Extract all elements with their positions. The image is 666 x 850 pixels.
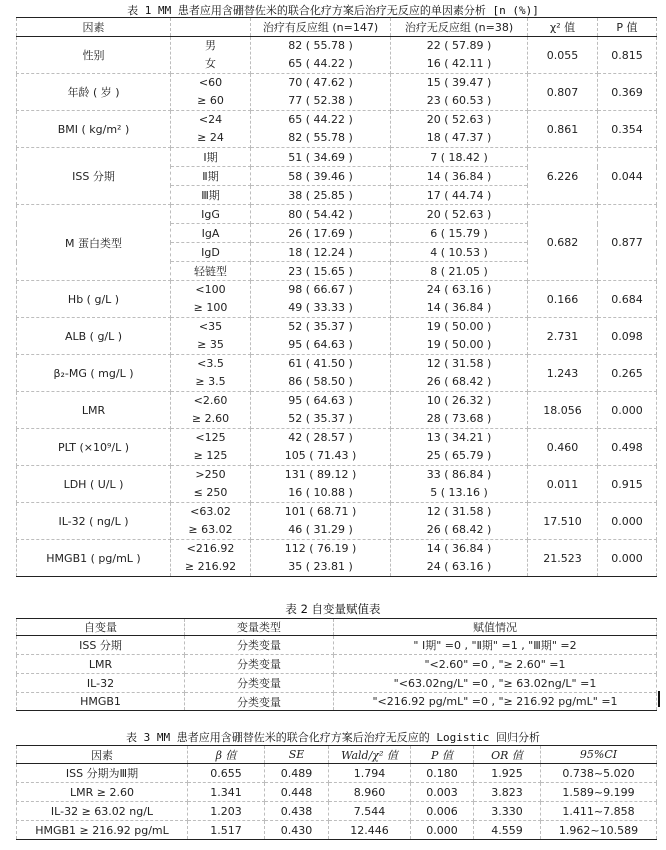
header-se: SE — [265, 746, 329, 764]
table-row — [17, 693, 657, 711]
nonresponsive-count: 8 ( 21.05 ) — [391, 262, 528, 281]
factor-level: ≥ 24 — [197, 131, 224, 144]
count-value: 19 ( 50.00 ) — [426, 338, 492, 351]
count-value: 24 ( 63.16 ) — [426, 283, 492, 296]
factor-name: 性别 — [17, 37, 171, 74]
header-or: OR 值 — [474, 746, 541, 764]
header-responsive-group: 治疗有反应组 (n=147) — [251, 18, 391, 37]
se-value: 0.448 — [265, 783, 329, 802]
nonresponsive-count: 6 ( 15.79 ) — [391, 224, 528, 243]
count-value: 35 ( 23.81 ) — [288, 560, 353, 573]
factor-level: ≥ 2.60 — [191, 412, 230, 425]
count-value: 26 ( 68.42 ) — [426, 375, 492, 388]
table1-caption: 表 1 MM 患者应用含硼替佐米的联合化疗方案后治疗无反应的单因素分析 [n (%)] — [127, 4, 539, 17]
header-factor: 因素 — [17, 18, 171, 37]
table-row — [17, 821, 657, 840]
count-value: 18 ( 47.37 ) — [426, 131, 492, 144]
or-value: 3.823 — [474, 783, 541, 802]
chi-square-value: 0.166 — [528, 281, 598, 318]
table-row-group — [17, 355, 657, 392]
factor-level: IgG — [171, 205, 251, 224]
chi-square-value: 0.460 — [528, 429, 598, 466]
variable-name: HMGB1 — [17, 693, 185, 711]
nonresponsive-counts — [391, 466, 528, 503]
variable-type: 分类变量 — [185, 674, 334, 693]
table-row — [17, 636, 657, 655]
p-value: 0.877 — [598, 205, 657, 281]
count-value: 23 ( 60.53 ) — [426, 94, 492, 107]
table-row-group — [17, 392, 657, 429]
factor-name: PLT (×10⁹/L ) — [17, 429, 171, 466]
nonresponsive-count: 17 ( 44.74 ) — [391, 186, 528, 205]
nonresponsive-counts — [391, 503, 528, 540]
count-value: 52 ( 35.37 ) — [288, 320, 353, 333]
table-row — [17, 655, 657, 674]
p-value: 0.000 — [598, 392, 657, 429]
header-variable-type: 变量类型 — [185, 619, 334, 636]
p-value: 0.044 — [598, 148, 657, 205]
count-value: 28 ( 73.68 ) — [426, 412, 492, 425]
responsive-counts — [251, 429, 391, 466]
responsive-counts — [251, 355, 391, 392]
count-value: 19 ( 50.00 ) — [426, 320, 492, 333]
factor-level: 女 — [205, 57, 216, 70]
ci-value: 1.411~7.858 — [541, 802, 657, 821]
responsive-counts — [251, 466, 391, 503]
chi-square-value: 6.226 — [528, 148, 598, 205]
count-value: 5 ( 13.16 ) — [430, 486, 488, 499]
header-variable: 自变量 — [17, 619, 185, 636]
header-factor: 因素 — [17, 746, 188, 764]
factor-levels — [171, 111, 251, 148]
or-value: 1.925 — [474, 764, 541, 783]
se-value: 0.489 — [265, 764, 329, 783]
factor-levels — [171, 318, 251, 355]
responsive-count: 80 ( 54.42 ) — [251, 205, 391, 224]
factor-name: IL-32 ( ng/L ) — [17, 503, 171, 540]
text-cursor — [658, 691, 660, 707]
table-row-group — [17, 281, 657, 318]
factor-levels — [171, 74, 251, 111]
table-row — [17, 802, 657, 821]
count-value: 12 ( 31.58 ) — [426, 505, 492, 518]
p-value: 0.354 — [598, 111, 657, 148]
count-value: 131 ( 89.12 ) — [284, 468, 357, 481]
factor-name: LMR ≥ 2.60 — [17, 783, 188, 802]
nonresponsive-count: 4 ( 10.53 ) — [391, 243, 528, 262]
count-value: 65 ( 44.22 ) — [288, 113, 353, 126]
count-value: 112 ( 76.19 ) — [284, 542, 357, 555]
p-value: 0.000 — [411, 821, 474, 840]
factor-name: M 蛋白类型 — [17, 205, 171, 281]
assignment: "<216.92 pg/mL" =0 , "≥ 216.92 pg/mL" =1 — [334, 693, 657, 711]
ci-value: 1.589~9.199 — [541, 783, 657, 802]
responsive-count: 18 ( 12.24 ) — [251, 243, 391, 262]
factor-name: BMI ( kg/m² ) — [17, 111, 171, 148]
chi-square-value: 18.056 — [528, 392, 598, 429]
header-nonresponsive-group: 治疗无反应组 (n=38) — [391, 18, 528, 37]
factor-name: HMGB1 ( pg/mL ) — [17, 540, 171, 577]
header-chi-square: χ² 值 — [528, 18, 598, 37]
or-value: 3.330 — [474, 802, 541, 821]
count-value: 42 ( 28.57 ) — [288, 431, 353, 444]
nonresponsive-counts — [391, 318, 528, 355]
responsive-count: 38 ( 25.85 ) — [251, 186, 391, 205]
p-value: 0.000 — [598, 540, 657, 577]
count-value: 82 ( 55.78 ) — [288, 39, 353, 52]
responsive-counts — [251, 540, 391, 577]
chi-square-value: 0.055 — [528, 37, 598, 74]
table-row — [17, 205, 657, 224]
factor-level: Ⅰ期 — [171, 148, 251, 167]
count-value: 16 ( 10.88 ) — [288, 486, 353, 499]
beta-value: 1.203 — [188, 802, 265, 821]
factor-level: 男 — [205, 39, 216, 52]
wald-value: 8.960 — [329, 783, 411, 802]
factor-level: ≥ 63.02 — [188, 523, 233, 536]
ci-value: 0.738~5.020 — [541, 764, 657, 783]
assignment: "<63.02ng/L" =0 , "≥ 63.02ng/L" =1 — [334, 674, 657, 693]
or-value: 4.559 — [474, 821, 541, 840]
chi-square-value: 0.011 — [528, 466, 598, 503]
nonresponsive-counts — [391, 355, 528, 392]
variable-type: 分类变量 — [185, 693, 334, 711]
responsive-counts — [251, 503, 391, 540]
factor-level: IgD — [171, 243, 251, 262]
p-value: 0.684 — [598, 281, 657, 318]
nonresponsive-count: 20 ( 52.63 ) — [391, 205, 528, 224]
ci-value: 1.962~10.589 — [541, 821, 657, 840]
table2-variable-assignment — [16, 618, 657, 711]
factor-level: Ⅲ期 — [171, 186, 251, 205]
se-value: 0.430 — [265, 821, 329, 840]
factor-level: <100 — [195, 283, 226, 296]
count-value: 13 ( 34.21 ) — [426, 431, 492, 444]
table-row — [17, 674, 657, 693]
count-value: 65 ( 44.22 ) — [288, 57, 353, 70]
count-value: 82 ( 55.78 ) — [288, 131, 353, 144]
factor-level: <35 — [198, 320, 223, 333]
factor-level: <60 — [198, 76, 223, 89]
variable-type: 分类变量 — [185, 655, 334, 674]
factor-levels — [171, 281, 251, 318]
wald-value: 1.794 — [329, 764, 411, 783]
p-value: 0.265 — [598, 355, 657, 392]
header-wald: Wald/χ² 值 — [329, 746, 411, 764]
beta-value: 1.517 — [188, 821, 265, 840]
count-value: 10 ( 26.32 ) — [426, 394, 492, 407]
factor-levels — [171, 355, 251, 392]
responsive-count: 23 ( 15.65 ) — [251, 262, 391, 281]
table-row-group — [17, 318, 657, 355]
count-value: 24 ( 63.16 ) — [426, 560, 492, 573]
table-row-group — [17, 111, 657, 148]
nonresponsive-counts — [391, 74, 528, 111]
factor-name: ISS 分期为Ⅲ期 — [17, 764, 188, 783]
factor-level: <2.60 — [193, 394, 228, 407]
factor-name: LDH ( U/L ) — [17, 466, 171, 503]
responsive-counts — [251, 392, 391, 429]
count-value: 95 ( 64.63 ) — [288, 338, 353, 351]
responsive-counts — [251, 318, 391, 355]
factor-level: <3.5 — [197, 357, 224, 370]
factor-level: ≥ 35 — [197, 338, 224, 351]
p-value: 0.498 — [598, 429, 657, 466]
chi-square-value: 0.682 — [528, 205, 598, 281]
responsive-count: 51 ( 34.69 ) — [251, 148, 391, 167]
factor-levels — [171, 392, 251, 429]
chi-square-value: 0.807 — [528, 74, 598, 111]
table1-univariate-analysis — [16, 17, 657, 577]
chi-square-value: 21.523 — [528, 540, 598, 577]
count-value: 77 ( 52.38 ) — [288, 94, 353, 107]
table-row-group — [17, 466, 657, 503]
chi-square-value: 1.243 — [528, 355, 598, 392]
table3-logistic-regression — [16, 745, 657, 840]
wald-value: 7.544 — [329, 802, 411, 821]
factor-level: ≤ 250 — [193, 486, 228, 499]
header-p-value: P 值 — [598, 18, 657, 37]
nonresponsive-count: 7 ( 18.42 ) — [391, 148, 528, 167]
count-value: 15 ( 39.47 ) — [426, 76, 492, 89]
factor-name: ISS 分期 — [17, 148, 171, 205]
factor-levels — [171, 540, 251, 577]
p-value: 0.000 — [598, 503, 657, 540]
count-value: 98 ( 66.67 ) — [288, 283, 353, 296]
factor-name: β₂-MG ( mg/L ) — [17, 355, 171, 392]
count-value: 95 ( 64.63 ) — [288, 394, 353, 407]
beta-value: 1.341 — [188, 783, 265, 802]
responsive-counts — [251, 111, 391, 148]
chi-square-value: 17.510 — [528, 503, 598, 540]
count-value: 101 ( 68.71 ) — [284, 505, 357, 518]
chi-square-value: 2.731 — [528, 318, 598, 355]
count-value: 61 ( 41.50 ) — [288, 357, 353, 370]
factor-level: ≥ 3.5 — [195, 375, 226, 388]
table-row-group — [17, 540, 657, 577]
variable-type: 分类变量 — [185, 636, 334, 655]
assignment: " Ⅰ期" =0 , "Ⅱ期" =1 , "Ⅲ期" =2 — [334, 636, 657, 655]
factor-levels — [171, 37, 251, 74]
factor-level: <216.92 — [186, 542, 235, 555]
responsive-counts — [251, 74, 391, 111]
wald-value: 12.446 — [329, 821, 411, 840]
p-value: 0.006 — [411, 802, 474, 821]
factor-level: ≥ 60 — [197, 94, 224, 107]
p-value: 0.815 — [598, 37, 657, 74]
table-row-group — [17, 503, 657, 540]
count-value: 22 ( 57.89 ) — [426, 39, 492, 52]
factor-levels — [171, 466, 251, 503]
factor-level: ≥ 125 — [193, 449, 228, 462]
header-assignment: 赋值情况 — [334, 619, 657, 636]
table-row — [17, 148, 657, 167]
factor-name: IL-32 ≥ 63.02 ng/L — [17, 802, 188, 821]
factor-level: <24 — [198, 113, 223, 126]
table-row-group — [17, 37, 657, 74]
p-value: 0.003 — [411, 783, 474, 802]
factor-name: ALB ( g/L ) — [17, 318, 171, 355]
responsive-count: 26 ( 17.69 ) — [251, 224, 391, 243]
responsive-counts — [251, 281, 391, 318]
nonresponsive-counts — [391, 429, 528, 466]
count-value: 12 ( 31.58 ) — [426, 357, 492, 370]
count-value: 86 ( 58.50 ) — [288, 375, 353, 388]
responsive-counts — [251, 37, 391, 74]
nonresponsive-counts — [391, 111, 528, 148]
table2-caption: 表 2 自变量赋值表 — [285, 602, 381, 616]
table-row-group — [17, 429, 657, 466]
nonresponsive-counts — [391, 37, 528, 74]
count-value: 46 ( 31.29 ) — [288, 523, 353, 536]
table-row-group — [17, 74, 657, 111]
count-value: 14 ( 36.84 ) — [426, 301, 492, 314]
p-value: 0.098 — [598, 318, 657, 355]
count-value: 26 ( 68.42 ) — [426, 523, 492, 536]
table-row — [17, 764, 657, 783]
factor-levels — [171, 503, 251, 540]
count-value: 52 ( 35.37 ) — [288, 412, 353, 425]
assignment: "<2.60" =0 , "≥ 2.60" =1 — [334, 655, 657, 674]
se-value: 0.438 — [265, 802, 329, 821]
variable-name: LMR — [17, 655, 185, 674]
factor-level: IgA — [171, 224, 251, 243]
header-level — [171, 18, 251, 37]
factor-level: <63.02 — [190, 505, 231, 518]
factor-name: 年龄 ( 岁 ) — [17, 74, 171, 111]
factor-level: ≥ 216.92 — [184, 560, 237, 573]
factor-level: Ⅱ期 — [171, 167, 251, 186]
count-value: 14 ( 36.84 ) — [426, 542, 492, 555]
factor-level: 轻链型 — [171, 262, 251, 281]
count-value: 20 ( 52.63 ) — [426, 113, 492, 126]
nonresponsive-counts — [391, 281, 528, 318]
p-value: 0.369 — [598, 74, 657, 111]
factor-name: LMR — [17, 392, 171, 429]
nonresponsive-counts — [391, 540, 528, 577]
count-value: 16 ( 42.11 ) — [426, 57, 492, 70]
count-value: 49 ( 33.33 ) — [288, 301, 353, 314]
chi-square-value: 0.861 — [528, 111, 598, 148]
count-value: 33 ( 86.84 ) — [426, 468, 492, 481]
variable-name: IL-32 — [17, 674, 185, 693]
table-row — [17, 783, 657, 802]
beta-value: 0.655 — [188, 764, 265, 783]
count-value: 105 ( 71.43 ) — [284, 449, 357, 462]
factor-level: <125 — [195, 431, 226, 444]
p-value: 0.180 — [411, 764, 474, 783]
count-value: 70 ( 47.62 ) — [288, 76, 353, 89]
nonresponsive-count: 14 ( 36.84 ) — [391, 167, 528, 186]
count-value: 25 ( 65.79 ) — [426, 449, 492, 462]
nonresponsive-counts — [391, 392, 528, 429]
factor-level: >250 — [195, 468, 226, 481]
factor-name: HMGB1 ≥ 216.92 pg/mL — [17, 821, 188, 840]
p-value: 0.915 — [598, 466, 657, 503]
factor-levels — [171, 429, 251, 466]
header-p-value: P 值 — [411, 746, 474, 764]
header-beta: β 值 — [188, 746, 265, 764]
header-ci: 95%CI — [541, 746, 657, 764]
factor-level: ≥ 100 — [193, 301, 228, 314]
responsive-count: 58 ( 39.46 ) — [251, 167, 391, 186]
factor-name: Hb ( g/L ) — [17, 281, 171, 318]
table3-caption: 表 3 MM 患者应用含硼替佐米的联合化疗方案后治疗无反应的 Logistic 回归分析 — [126, 731, 540, 744]
variable-name: ISS 分期 — [17, 636, 185, 655]
